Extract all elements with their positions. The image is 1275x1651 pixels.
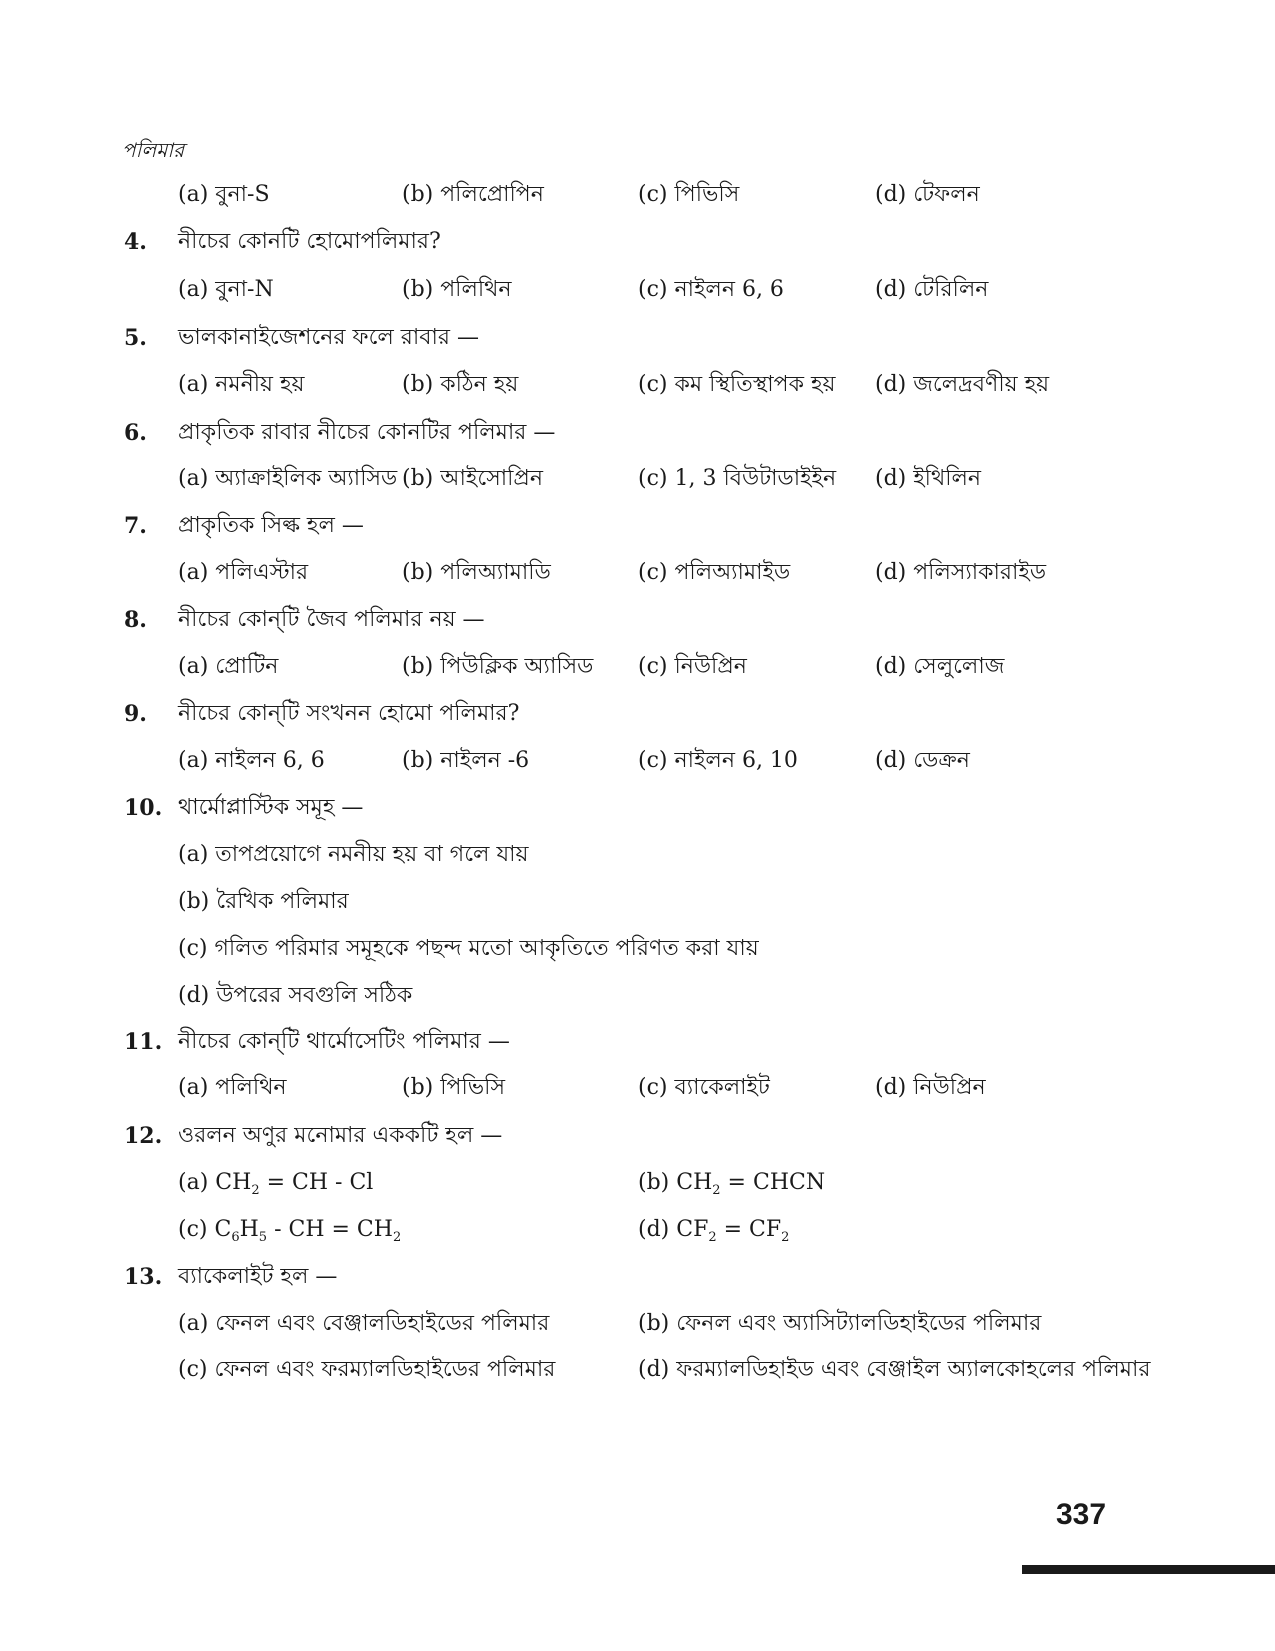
option: (d) ফরম্যালডিহাইড এবং বেঞ্জাইল অ্যালকোহলের পলিমার: [638, 1357, 1151, 1382]
question-number: 12.: [124, 1123, 163, 1149]
option: (d) টেফলন: [875, 182, 980, 207]
option: (c) পলিঅ্যামাইড: [638, 560, 791, 585]
option: (a) তাপপ্রয়োগে নমনীয় হয় বা গলে যায়: [178, 842, 529, 867]
option: (a) প্রোটিন: [178, 654, 279, 679]
option: (c) গলিত পরিমার সমূহকে পছন্দ মতো আকৃতিতে পরিণত করা যায়: [178, 936, 759, 961]
option: (d) সেলুলোজ: [875, 654, 1005, 679]
question-text: ব্যাকেলাইট হল —: [178, 1264, 338, 1289]
option: (d) উপরের সবগুলি সঠিক: [178, 983, 413, 1008]
question-number: 4.: [124, 229, 147, 255]
option: (b) রৈখিক পলিমার: [178, 889, 349, 914]
option: (a) ফেনল এবং বেঞ্জালডিহাইডের পলিমার: [178, 1311, 550, 1336]
option: (b) পিউক্লিক অ্যাসিড: [402, 654, 594, 679]
option: (a) নমনীয় হয়: [178, 372, 305, 397]
formula-option: (a) $CH_2$ = CH - Cl: [178, 1170, 374, 1198]
option: (b) পিভিসি: [402, 1075, 505, 1100]
option: (d) নিউপ্রিন: [875, 1075, 986, 1100]
question-text: নীচের কোনটি হোমোপলিমার?: [178, 229, 441, 254]
option: (b) পলিথিন: [402, 277, 512, 302]
option: (a) অ্যাক্রাইলিক অ্যাসিড: [178, 466, 398, 491]
formula-option: (b) $CH_2$ = CHCN: [638, 1170, 826, 1198]
question-number: 11.: [124, 1029, 163, 1055]
question-number: 9.: [124, 701, 147, 727]
option: (d) ডেক্রন: [875, 748, 970, 773]
option: (c) 1, 3 বিউটাডাইইন: [638, 466, 837, 491]
question-text: নীচের কোন্‌টি জৈব পলিমার নয় —: [178, 607, 485, 632]
option: (c) নিউপ্রিন: [638, 654, 747, 679]
question-number: 7.: [124, 513, 147, 539]
option: (b) কঠিন হয়: [402, 372, 519, 397]
option: (b) নাইলন -6: [402, 748, 530, 773]
option: (a) নাইলন 6, 6: [178, 748, 325, 773]
question-number: 13.: [124, 1264, 163, 1290]
question-number: 10.: [124, 795, 163, 821]
question-text: প্রাকৃতিক সিল্ক হল —: [178, 513, 364, 538]
formula-option: (c) $C_6H_5$ - CH = $CH_2$: [178, 1217, 402, 1245]
question-text: প্রাকৃতিক রাবার নীচের কোনটির পলিমার —: [178, 420, 556, 445]
question-text: থার্মোপ্লাস্টিক সমূহ —: [178, 795, 364, 820]
question-text: নীচের কোন্‌টি থার্মোসেটিং পলিমার —: [178, 1029, 510, 1054]
option: (a) বুনা-N: [178, 277, 274, 302]
page-number: 337: [1056, 1498, 1107, 1531]
option: (a) পলিএস্টার: [178, 560, 309, 585]
question-number: 6.: [124, 420, 147, 446]
option: (a) বুনা-S: [178, 182, 270, 207]
option: (d) পলিস্যাকারাইড: [875, 560, 1047, 585]
option: (c) নাইলন 6, 6: [638, 277, 784, 302]
option: (a) পলিথিন: [178, 1075, 287, 1100]
question-text: ভালকানাইজেশনের ফলে রাবার —: [178, 325, 480, 350]
question-number: 8.: [124, 607, 147, 633]
option: (b) পলিপ্রোপিন: [402, 182, 544, 207]
option: (b) আইসোপ্রিন: [402, 466, 543, 491]
running-head: পলিমার: [122, 138, 185, 162]
option: (d) জলেদ্রবণীয় হয়: [875, 372, 1050, 397]
option: (d) টেরিলিন: [875, 277, 989, 302]
footer-rule: [1022, 1565, 1275, 1574]
question-number: 5.: [124, 325, 147, 351]
question-text: নীচের কোন্‌টি সংখনন হোমো পলিমার?: [178, 701, 520, 726]
option: (c) ব্যাকেলাইট: [638, 1075, 770, 1100]
option: (c) পিভিসি: [638, 182, 740, 207]
option: (b) পলিঅ্যামাডি: [402, 560, 551, 585]
option: (c) কম স্থিতিস্থাপক হয়: [638, 372, 836, 397]
option: (b) ফেনল এবং অ্যাসিট্যালডিহাইডের পলিমার: [638, 1311, 1042, 1336]
option: (c) ফেনল এবং ফরম্যালডিহাইডের পলিমার: [178, 1357, 556, 1382]
formula-option: (d) $CF_2 = CF_2$: [638, 1217, 790, 1245]
question-text: ওরলন অণুর মনোমার এককটি হল —: [178, 1123, 503, 1148]
option: (d) ইথিলিন: [875, 466, 982, 491]
option: (c) নাইলন 6, 10: [638, 748, 798, 773]
